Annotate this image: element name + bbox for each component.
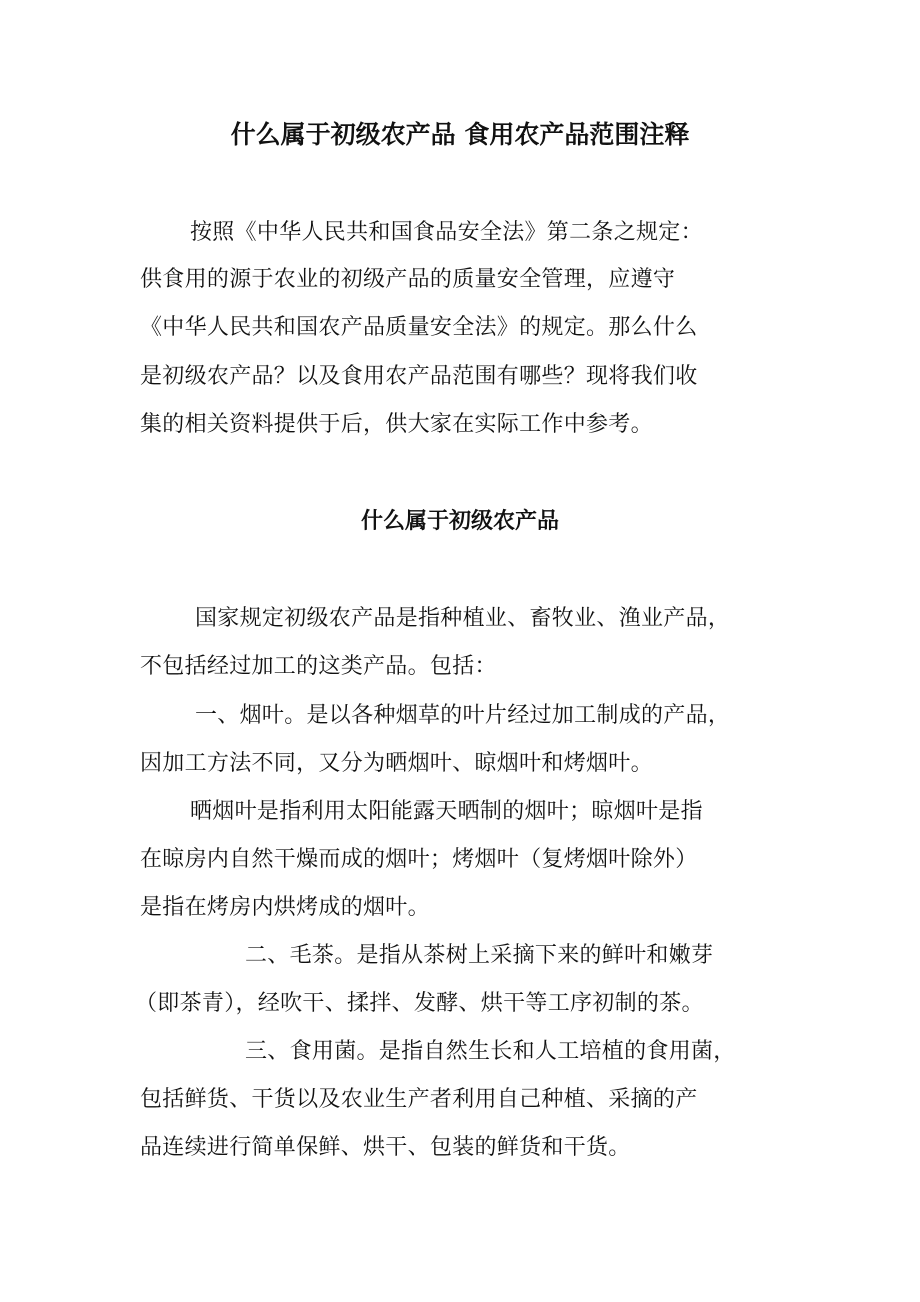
intro-line-2: 供食用的源于农业的初级产品的质量安全管理，应遵守 [140,267,676,292]
item-fungi-line-3: 品连续进行简单保鲜、烘干、包装的鲜货和干货。 [140,1135,631,1160]
document-title: 什么属于初级农产品 食用农产品范围注释 [230,120,690,149]
item-tobacco-line-2: 因加工方法不同，又分为晒烟叶、晾烟叶和烤烟叶。 [140,751,653,776]
intro-line-1: 按照《中华人民共和国食品安全法》第二条之规定： [190,220,703,245]
tobacco-detail-line-3: 是指在烤房内烘烤成的烟叶。 [140,895,430,920]
intro-line-3: 《中华人民共和国农产品质量安全法》的规定。那么什么 [140,315,698,340]
item-tea-line-1: 二、毛茶。是指从茶树上采摘下来的鲜叶和嫩芽 [245,943,714,968]
item-tobacco-line-1: 一、烟叶。是以各种烟草的叶片经过加工制成的产品， [195,703,731,728]
intro-line-4: 是初级农产品？以及食用农产品范围有哪些？现将我们收 [140,364,698,389]
item-fungi-line-2: 包括鲜货、干货以及农业生产者利用自己种植、采摘的产 [140,1087,698,1112]
paragraph-line: 国家规定初级农产品是指种植业、畜牧业、渔业产品， [195,606,731,631]
tobacco-detail-line-2: 在晾房内自然干燥而成的烟叶；烤烟叶（复烤烟叶除外） [140,847,698,872]
item-fungi-line-1: 三、食用菌。是指自然生长和人工培植的食用菌， [245,1039,736,1064]
section-heading: 什么属于初级农产品 [360,509,559,534]
paragraph-line: 不包括经过加工的这类产品。包括： [140,654,497,679]
item-tea-line-2: （即茶青），经吹干、揉拌、发酵、烘干等工序初制的茶。 [135,991,704,1016]
intro-line-5: 集的相关资料提供于后，供大家在实际工作中参考。 [140,412,653,437]
tobacco-detail-line-1: 晒烟叶是指利用太阳能露天晒制的烟叶；晾烟叶是指 [190,799,703,824]
